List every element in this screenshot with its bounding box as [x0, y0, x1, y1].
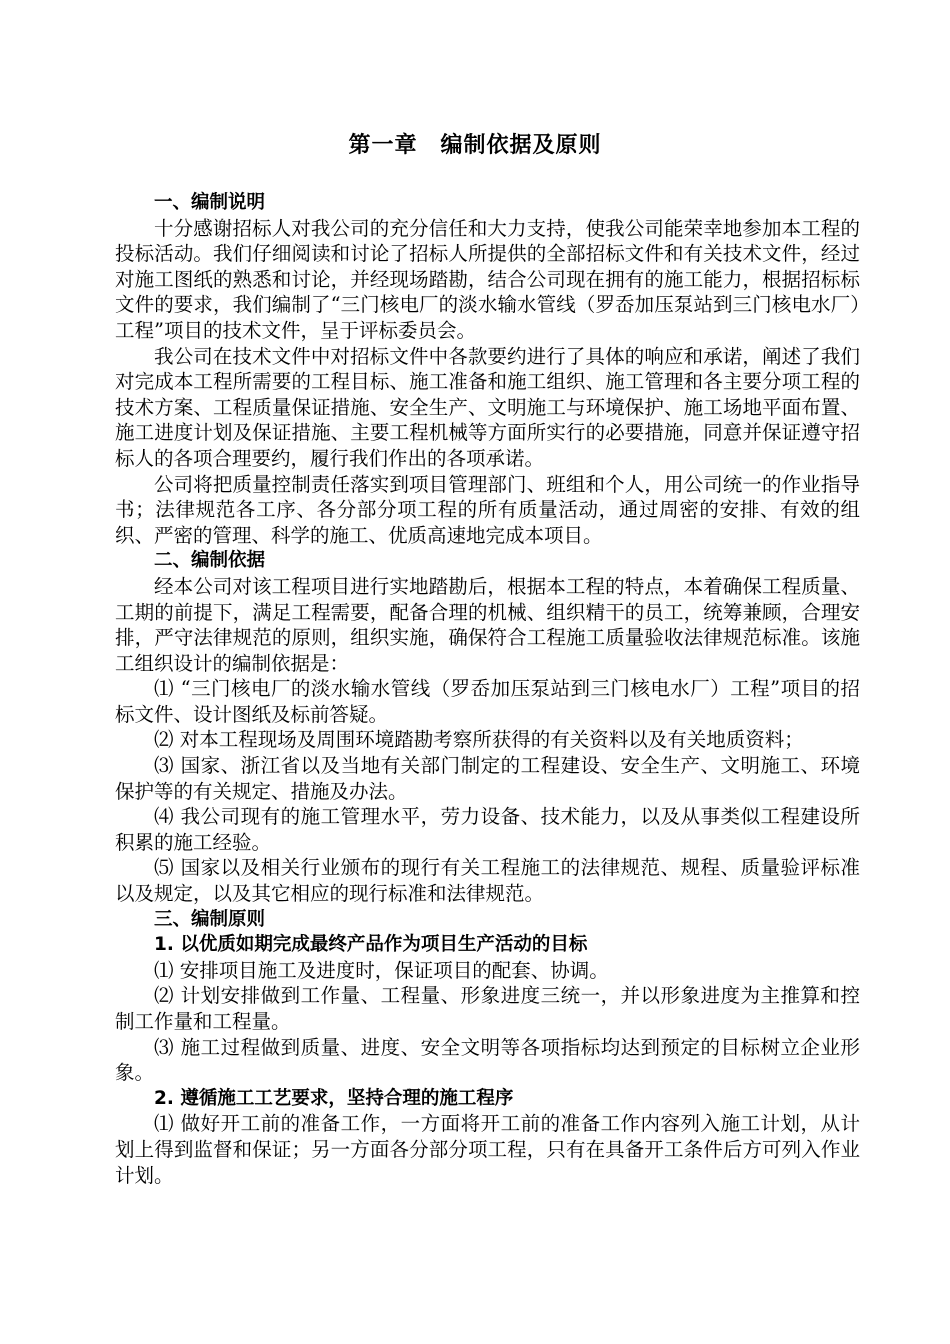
list-item: ⑶ 国家、浙江省以及当地有关部门制定的工程建设、安全生产、文明施工、环境保护等的有关规定、措施及办法。: [115, 754, 860, 803]
paragraph: 经本公司对该工程项目进行实地踏勘后，根据本工程的特点，本着确保工程质量、工期的前提下，满足工程需要，配备合理的机械、组织精干的员工，统筹兼顾，合理安排，严守法律规范的原则，组织实施，确保符合工程施工质量验收法律规范标准。该施工组织设计的编制依据是：: [115, 574, 860, 675]
list-item: ⑴ 安排项目施工及进度时，保证项目的配套、协调。: [154, 958, 609, 982]
list-item: ⑴ “三门核电厂的淡水输水管线（罗岙加压泵站到三门核电水厂）工程”项目的招标文件、设计图纸及标前答疑。: [115, 677, 860, 726]
document-body: [115, 190, 860, 1188]
principle-heading: 1. 以优质如期完成最终产品作为项目生产活动的目标: [154, 934, 588, 956]
paragraph: 我公司在技术文件中对招标文件中各款要约进行了具体的响应和承诺，阐述了我们对完成本工程所需要的工程目标、施工准备和施工组织、施工管理和各主要分项工程的技术方案、工程质量保证措施、安全生产、文明施工与环境保护、施工场地平面布置、施工进度计划及保证措施、主要工程机械等方面所实行的必要措施，同意并保证遵守招标人的各项合理要约，履行我们作出的各项承诺。: [115, 344, 860, 470]
list-item: ⑸ 国家以及相关行业颁布的现行有关工程施工的法律规范、规程、质量验评标准以及规定，以及其它相应的现行标准和法律规范。: [115, 856, 860, 906]
section-heading-compilation-principles: 三、编制原则: [154, 908, 266, 930]
section-heading-compilation-basis: 二、编制依据: [154, 550, 266, 572]
paragraph: 十分感谢招标人对我公司的充分信任和大力支持，使我公司能荣幸地参加本工程的投标活动。我们仔细阅读和讨论了招标人所提供的全部招标文件和有关技术文件，经过对施工图纸的熟悉和讨论，并经现场踏勘，结合公司现在拥有的施工能力，根据招标标文件的要求，我们编制了“三门核电厂的淡水输水管线（罗岙加压泵站到三门核电水厂）工程”项目的技术文件，呈于评标委员会。: [115, 216, 860, 342]
list-item: ⑴ 做好开工前的准备工作，一方面将开工前的准备工作内容列入施工计划，从计划上得到监督和保证；另一方面各分部分项工程，只有在具备开工条件后方可列入作业计划。: [115, 1112, 860, 1187]
section-heading-compilation-note: 一、编制说明: [154, 192, 266, 213]
list-item: ⑵ 计划安排做到工作量、工程量、形象进度三统一，并以形象进度为主推算和控制工作量和工程量。: [115, 984, 860, 1033]
list-item: ⑷ 我公司现有的施工管理水平，劳力设备、技术能力，以及从事类似工程建设所积累的施工经验。: [115, 805, 860, 854]
list-item: ⑶ 施工过程做到质量、进度、安全文明等各项指标均达到预定的目标树立企业形象。: [115, 1035, 860, 1085]
chapter-title: 第一章 编制依据及原则: [348, 133, 602, 158]
paragraph: 公司将把质量控制责任落实到项目管理部门、班组和个人，用公司统一的作业指导书；法律规范各工序、各分部分项工程的所有质量活动，通过周密的安排、有效的组织、严密的管理、科学的施工、优质高速地完成本项目。: [115, 472, 860, 547]
principle-heading: 2. 遵循施工工艺要求，坚持合理的施工程序: [154, 1087, 514, 1109]
list-item: ⑵ 对本工程现场及周围环境踏勘考察所获得的有关资料以及有关地质资料；: [154, 728, 804, 752]
